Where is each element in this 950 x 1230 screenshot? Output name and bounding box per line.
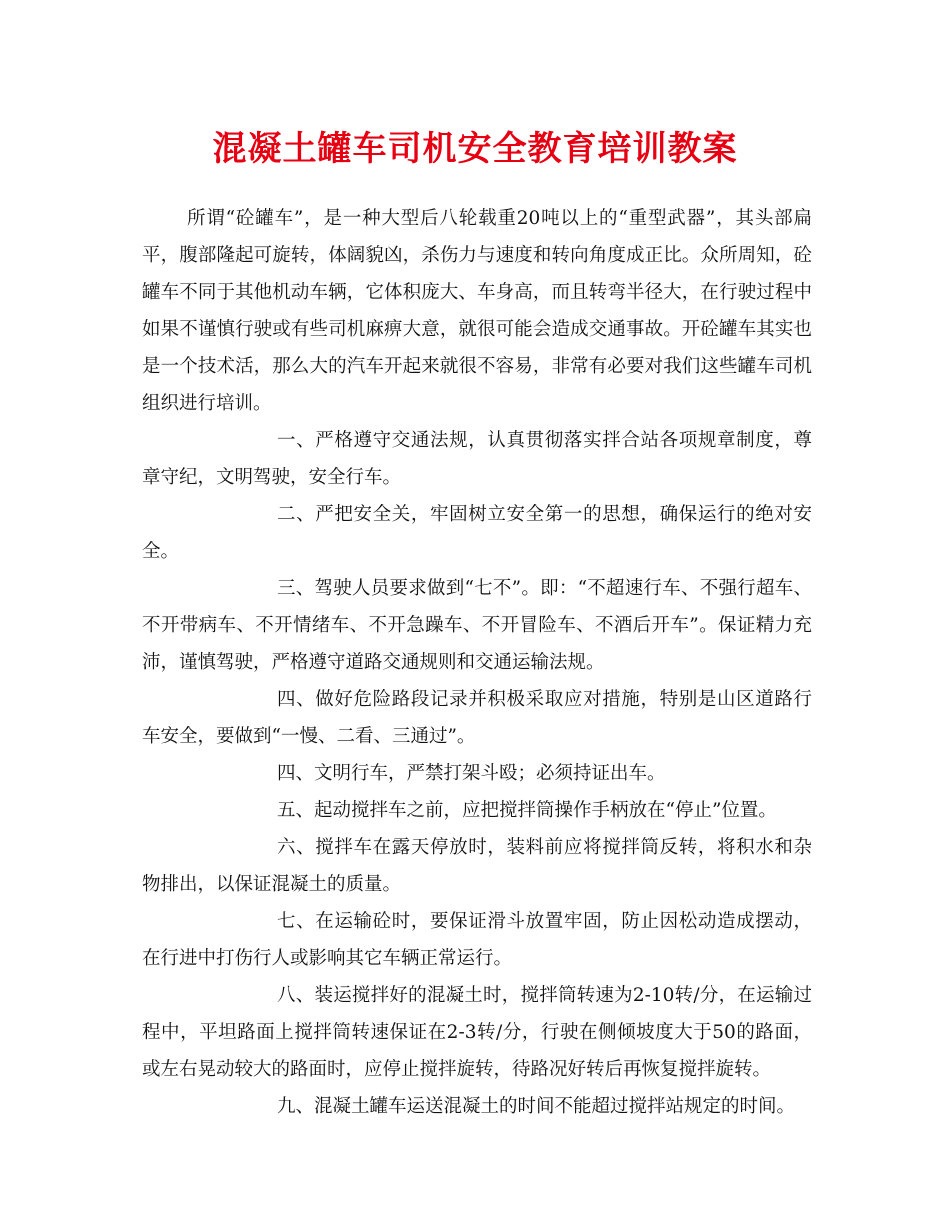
rule-item-6: 六、搅拌车在露天停放时，装料前应将搅拌筒反转，将积水和杂物排出，以保证混凝土的质量。 <box>142 837 812 895</box>
intro-paragraph: 所谓“砼罐车”，是一种大型后八轮载重20吨以上的“重型武器”，其头部扁平，腹部隆起可旋转，体阔貌凶，杀伤力与速度和转向角度成正比。众所周知，砼罐车不同于其他机动车辆，它体积庞大、车身高，而且转弯半径大，在行驶过程中如果不谨慎行驶或有些司机麻痹大意，就很可能会造成交通事故。开砼罐车其实也是一个技术活，那么大的汽车开起来就很不容易，非常有必要对我们这些罐车司机组织进行培训。 <box>142 208 812 414</box>
document-body <box>142 200 812 1125</box>
rule-item-9: 九、混凝土罐车运送混凝土的时间不能超过搅拌站规定的时间。 <box>277 1096 796 1117</box>
rule-item-5: 五、起动搅拌车之前，应把搅拌筒操作手柄放在“停止”位置。 <box>277 800 777 821</box>
rule-item-7: 七、在运输砼时，要保证滑斗放置牢固，防止因松动造成摆动，在行进中打伤行人或影响其它车辆正常运行。 <box>142 911 812 969</box>
document-title: 混凝土罐车司机安全教育培训教案 <box>212 129 738 169</box>
rule-item-1: 一、严格遵守交通法规，认真贯彻落实拌合站各项规章制度，尊章守纪，文明驾驶，安全行车。 <box>142 430 812 488</box>
rule-item-3: 三、驾驶人员要求做到“七不”。即：“不超速行车、不强行超车、不开带病车、不开情绪车、不开急躁车、不开冒险车、不酒后开车”。保证精力充沛，谨慎驾驶，严格遵守道路交通规则和交通运输法规。 <box>142 578 812 673</box>
rule-item-2: 二、严把安全关，牢固树立安全第一的思想，确保运行的绝对安全。 <box>142 504 812 562</box>
rule-item-4a: 四、做好危险路段记录并积极采取应对措施，特别是山区道路行车安全，要做到“一慢、二看、三通过”。 <box>142 689 812 747</box>
rule-item-4b: 四、文明行车，严禁打架斗殴；必须持证出车。 <box>277 763 666 784</box>
rule-item-8: 八、装运搅拌好的混凝土时，搅拌筒转速为2-10转/分，在运输过程中，平坦路面上搅拌筒转速保证在2-3转/分，行驶在侧倾坡度大于50的路面，或左右晃动较大的路面时，应停止搅拌旋转，待路况好转后再恢复搅拌旋转。 <box>142 985 812 1080</box>
